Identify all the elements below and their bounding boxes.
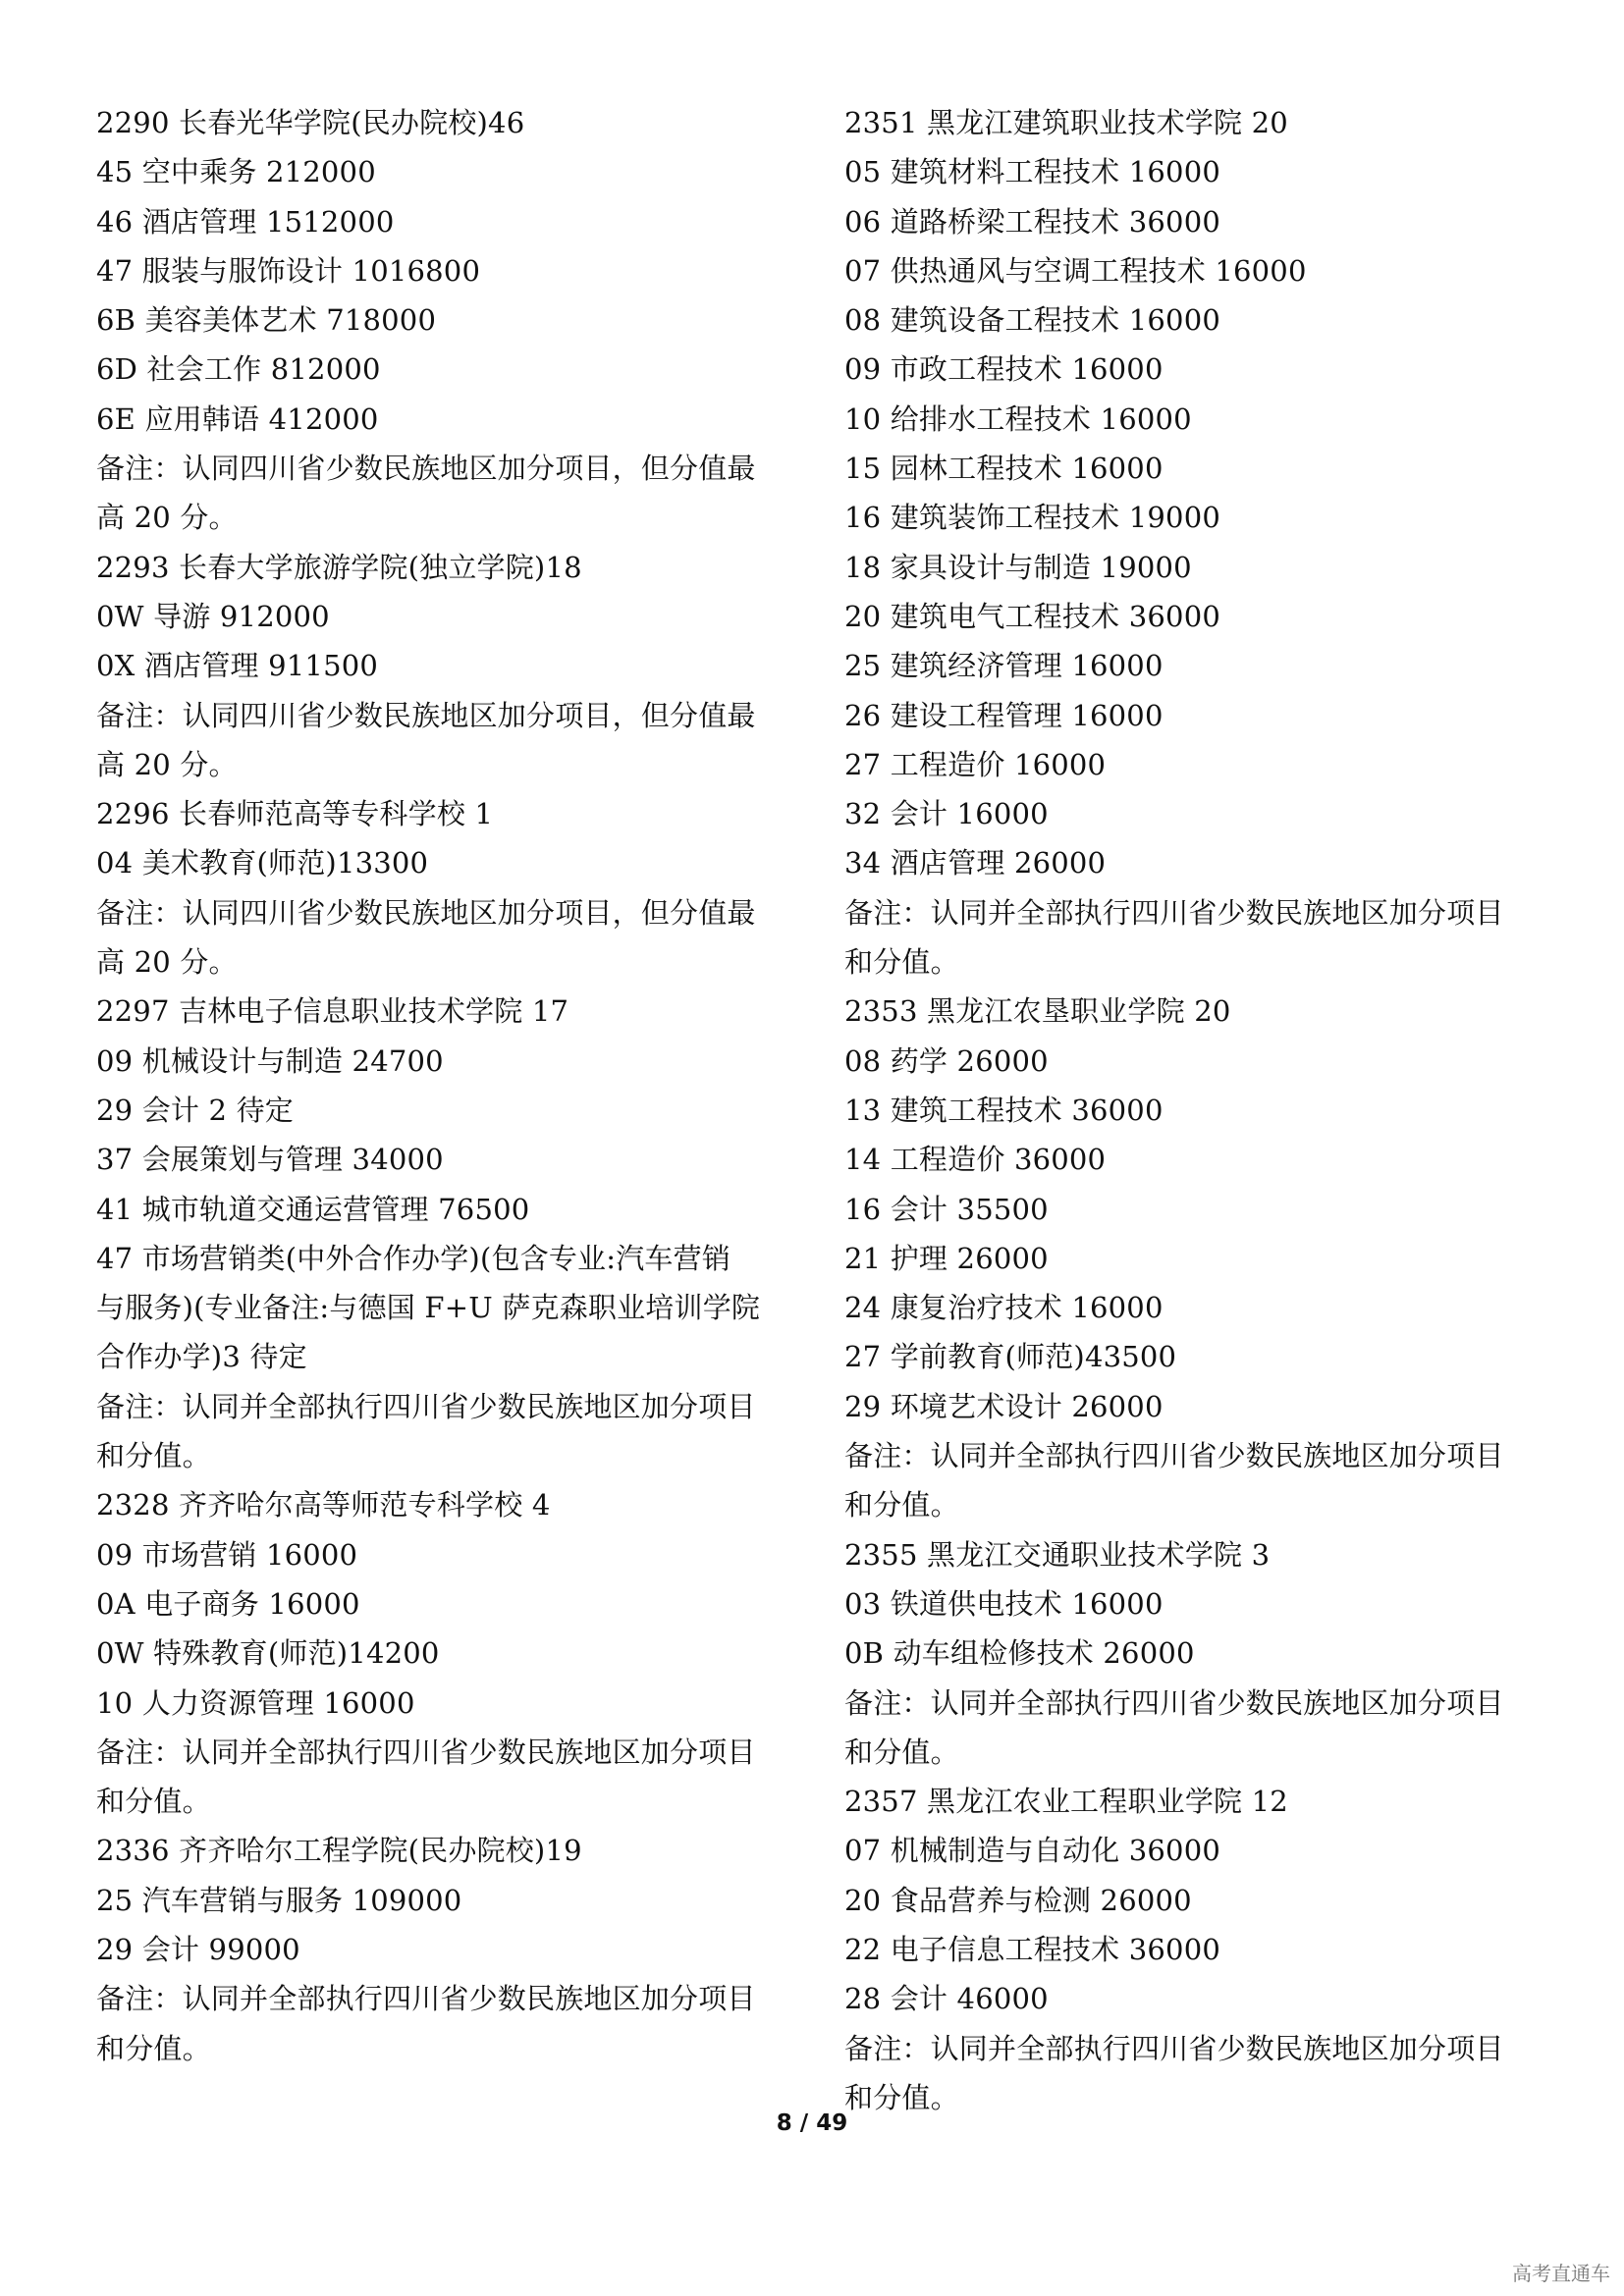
text-line: 09 市政工程技术 16000: [844, 352, 1164, 387]
left-column: [96, 98, 803, 2073]
text-line: 与服务)(专业备注:与德国 F+U 萨克森职业培训学院: [96, 1291, 761, 1325]
page-number: 8 / 49: [776, 2110, 848, 2136]
text-line: 29 会计 2 待定: [96, 1093, 295, 1127]
text-line: 6E 应用韩语 412000: [96, 401, 379, 436]
text-line: 16 建筑装饰工程技术 19000: [844, 501, 1220, 535]
text-line: 10 给排水工程技术 16000: [844, 401, 1192, 436]
text-line: 2357 黑龙江农业工程职业学院 12: [844, 1785, 1288, 1819]
text-line: 6D 社会工作 812000: [96, 352, 381, 387]
text-line: 20 食品营养与检测 26000: [844, 1883, 1192, 1917]
text-line: 27 工程造价 16000: [844, 747, 1107, 781]
text-line: 2296 长春师范高等专科学校 1: [96, 797, 494, 831]
text-line: 备注：认同并全部执行四川省少数民族地区加分项目: [844, 895, 1504, 930]
text-line: 28 会计 46000: [844, 1982, 1049, 2016]
text-line: 2328 齐齐哈尔高等师范专科学校 4: [96, 1488, 551, 1522]
text-line: 6B 美容美体艺术 718000: [96, 303, 437, 338]
text-line: 和分值。: [96, 1439, 211, 1473]
text-line: 47 市场营销类(中外合作办学)(包含专业:汽车营销: [96, 1241, 731, 1275]
text-line: 和分值。: [96, 2031, 211, 2065]
text-line: 和分值。: [844, 1735, 959, 1769]
text-line: 和分值。: [844, 2080, 959, 2114]
text-line: 24 康复治疗技术 16000: [844, 1291, 1164, 1325]
text-line: 34 酒店管理 26000: [844, 846, 1107, 881]
text-line: 29 会计 99000: [96, 1932, 300, 1966]
right-column: [844, 98, 1551, 2122]
text-line: 备注：认同并全部执行四川省少数民族地区加分项目: [844, 1685, 1504, 1720]
text-line: 08 药学 26000: [844, 1043, 1049, 1078]
text-line: 0W 特殊教育(师范)14200: [96, 1636, 440, 1671]
text-line: 15 园林工程技术 16000: [844, 452, 1164, 486]
text-line: 高 20 分。: [96, 501, 238, 535]
text-line: 备注：认同并全部执行四川省少数民族地区加分项目: [844, 1439, 1504, 1473]
text-line: 0W 导游 912000: [96, 599, 330, 633]
text-line: 47 服装与服饰设计 1016800: [96, 253, 481, 288]
text-line: 10 人力资源管理 16000: [96, 1685, 415, 1720]
text-line: 06 道路桥梁工程技术 36000: [844, 204, 1220, 239]
text-line: 备注：认同并全部执行四川省少数民族地区加分项目: [96, 1389, 756, 1423]
text-line: 03 铁道供电技术 16000: [844, 1586, 1164, 1621]
text-line: 2336 齐齐哈尔工程学院(民办院校)19: [96, 1834, 582, 1868]
text-line: 29 环境艺术设计 26000: [844, 1389, 1164, 1423]
text-line: 09 市场营销 16000: [96, 1537, 358, 1572]
text-line: 09 机械设计与制造 24700: [96, 1043, 444, 1078]
text-line: 2353 黑龙江农垦职业学院 20: [844, 994, 1231, 1029]
text-line: 04 美术教育(师范)13300: [96, 846, 429, 881]
text-line: 07 机械制造与自动化 36000: [844, 1834, 1220, 1868]
text-line: 27 学前教育(师范)43500: [844, 1340, 1177, 1374]
text-line: 20 建筑电气工程技术 36000: [844, 599, 1220, 633]
text-line: 备注：认同并全部执行四川省少数民族地区加分项目: [96, 1982, 756, 2016]
text-line: 37 会展策划与管理 34000: [96, 1143, 444, 1177]
text-line: 备注：认同并全部执行四川省少数民族地区加分项目: [96, 1735, 756, 1769]
text-line: 备注：认同四川省少数民族地区加分项目，但分值最: [96, 452, 756, 486]
text-line: 46 酒店管理 1512000: [96, 204, 395, 239]
text-line: 41 城市轨道交通运营管理 76500: [96, 1192, 530, 1226]
text-line: 25 汽车营销与服务 109000: [96, 1883, 462, 1917]
text-line: 16 会计 35500: [844, 1192, 1049, 1226]
text-line: 和分值。: [844, 945, 959, 980]
watermark: 高考直通车: [1512, 2262, 1610, 2285]
text-line: 备注：认同并全部执行四川省少数民族地区加分项目: [844, 2031, 1504, 2065]
text-line: 备注：认同四川省少数民族地区加分项目，但分值最: [96, 895, 756, 930]
text-line: 26 建设工程管理 16000: [844, 698, 1164, 732]
text-line: 和分值。: [844, 1488, 959, 1522]
text-line: 21 护理 26000: [844, 1241, 1049, 1275]
text-line: 合作办学)3 待定: [96, 1340, 307, 1374]
text-line: 0A 电子商务 16000: [96, 1586, 360, 1621]
text-line: 2290 长春光华学院(民办院校)46: [96, 106, 525, 139]
text-line: 25 建筑经济管理 16000: [844, 649, 1164, 683]
text-line: 高 20 分。: [96, 945, 238, 980]
text-line: 2293 长春大学旅游学院(独立学院)18: [96, 550, 582, 584]
text-line: 08 建筑设备工程技术 16000: [844, 303, 1220, 338]
text-line: 0X 酒店管理 911500: [96, 649, 379, 683]
text-line: 2351 黑龙江建筑职业技术学院 20: [844, 106, 1288, 139]
text-line: 14 工程造价 36000: [844, 1143, 1107, 1177]
text-line: 备注：认同四川省少数民族地区加分项目，但分值最: [96, 698, 756, 732]
text-line: 07 供热通风与空调工程技术 16000: [844, 253, 1307, 288]
text-line: 32 会计 16000: [844, 797, 1049, 831]
text-line: 2297 吉林电子信息职业技术学院 17: [96, 994, 569, 1029]
text-line: 45 空中乘务 212000: [96, 155, 376, 189]
text-line: 0B 动车组检修技术 26000: [844, 1636, 1195, 1671]
text-line: 2355 黑龙江交通职业技术学院 3: [844, 1537, 1271, 1572]
text-line: 05 建筑材料工程技术 16000: [844, 155, 1220, 189]
text-line: 13 建筑工程技术 36000: [844, 1093, 1164, 1127]
text-line: 18 家具设计与制造 19000: [844, 550, 1192, 584]
text-line: 22 电子信息工程技术 36000: [844, 1932, 1220, 1966]
text-line: 高 20 分。: [96, 747, 238, 781]
text-line: 和分值。: [96, 1785, 211, 1819]
